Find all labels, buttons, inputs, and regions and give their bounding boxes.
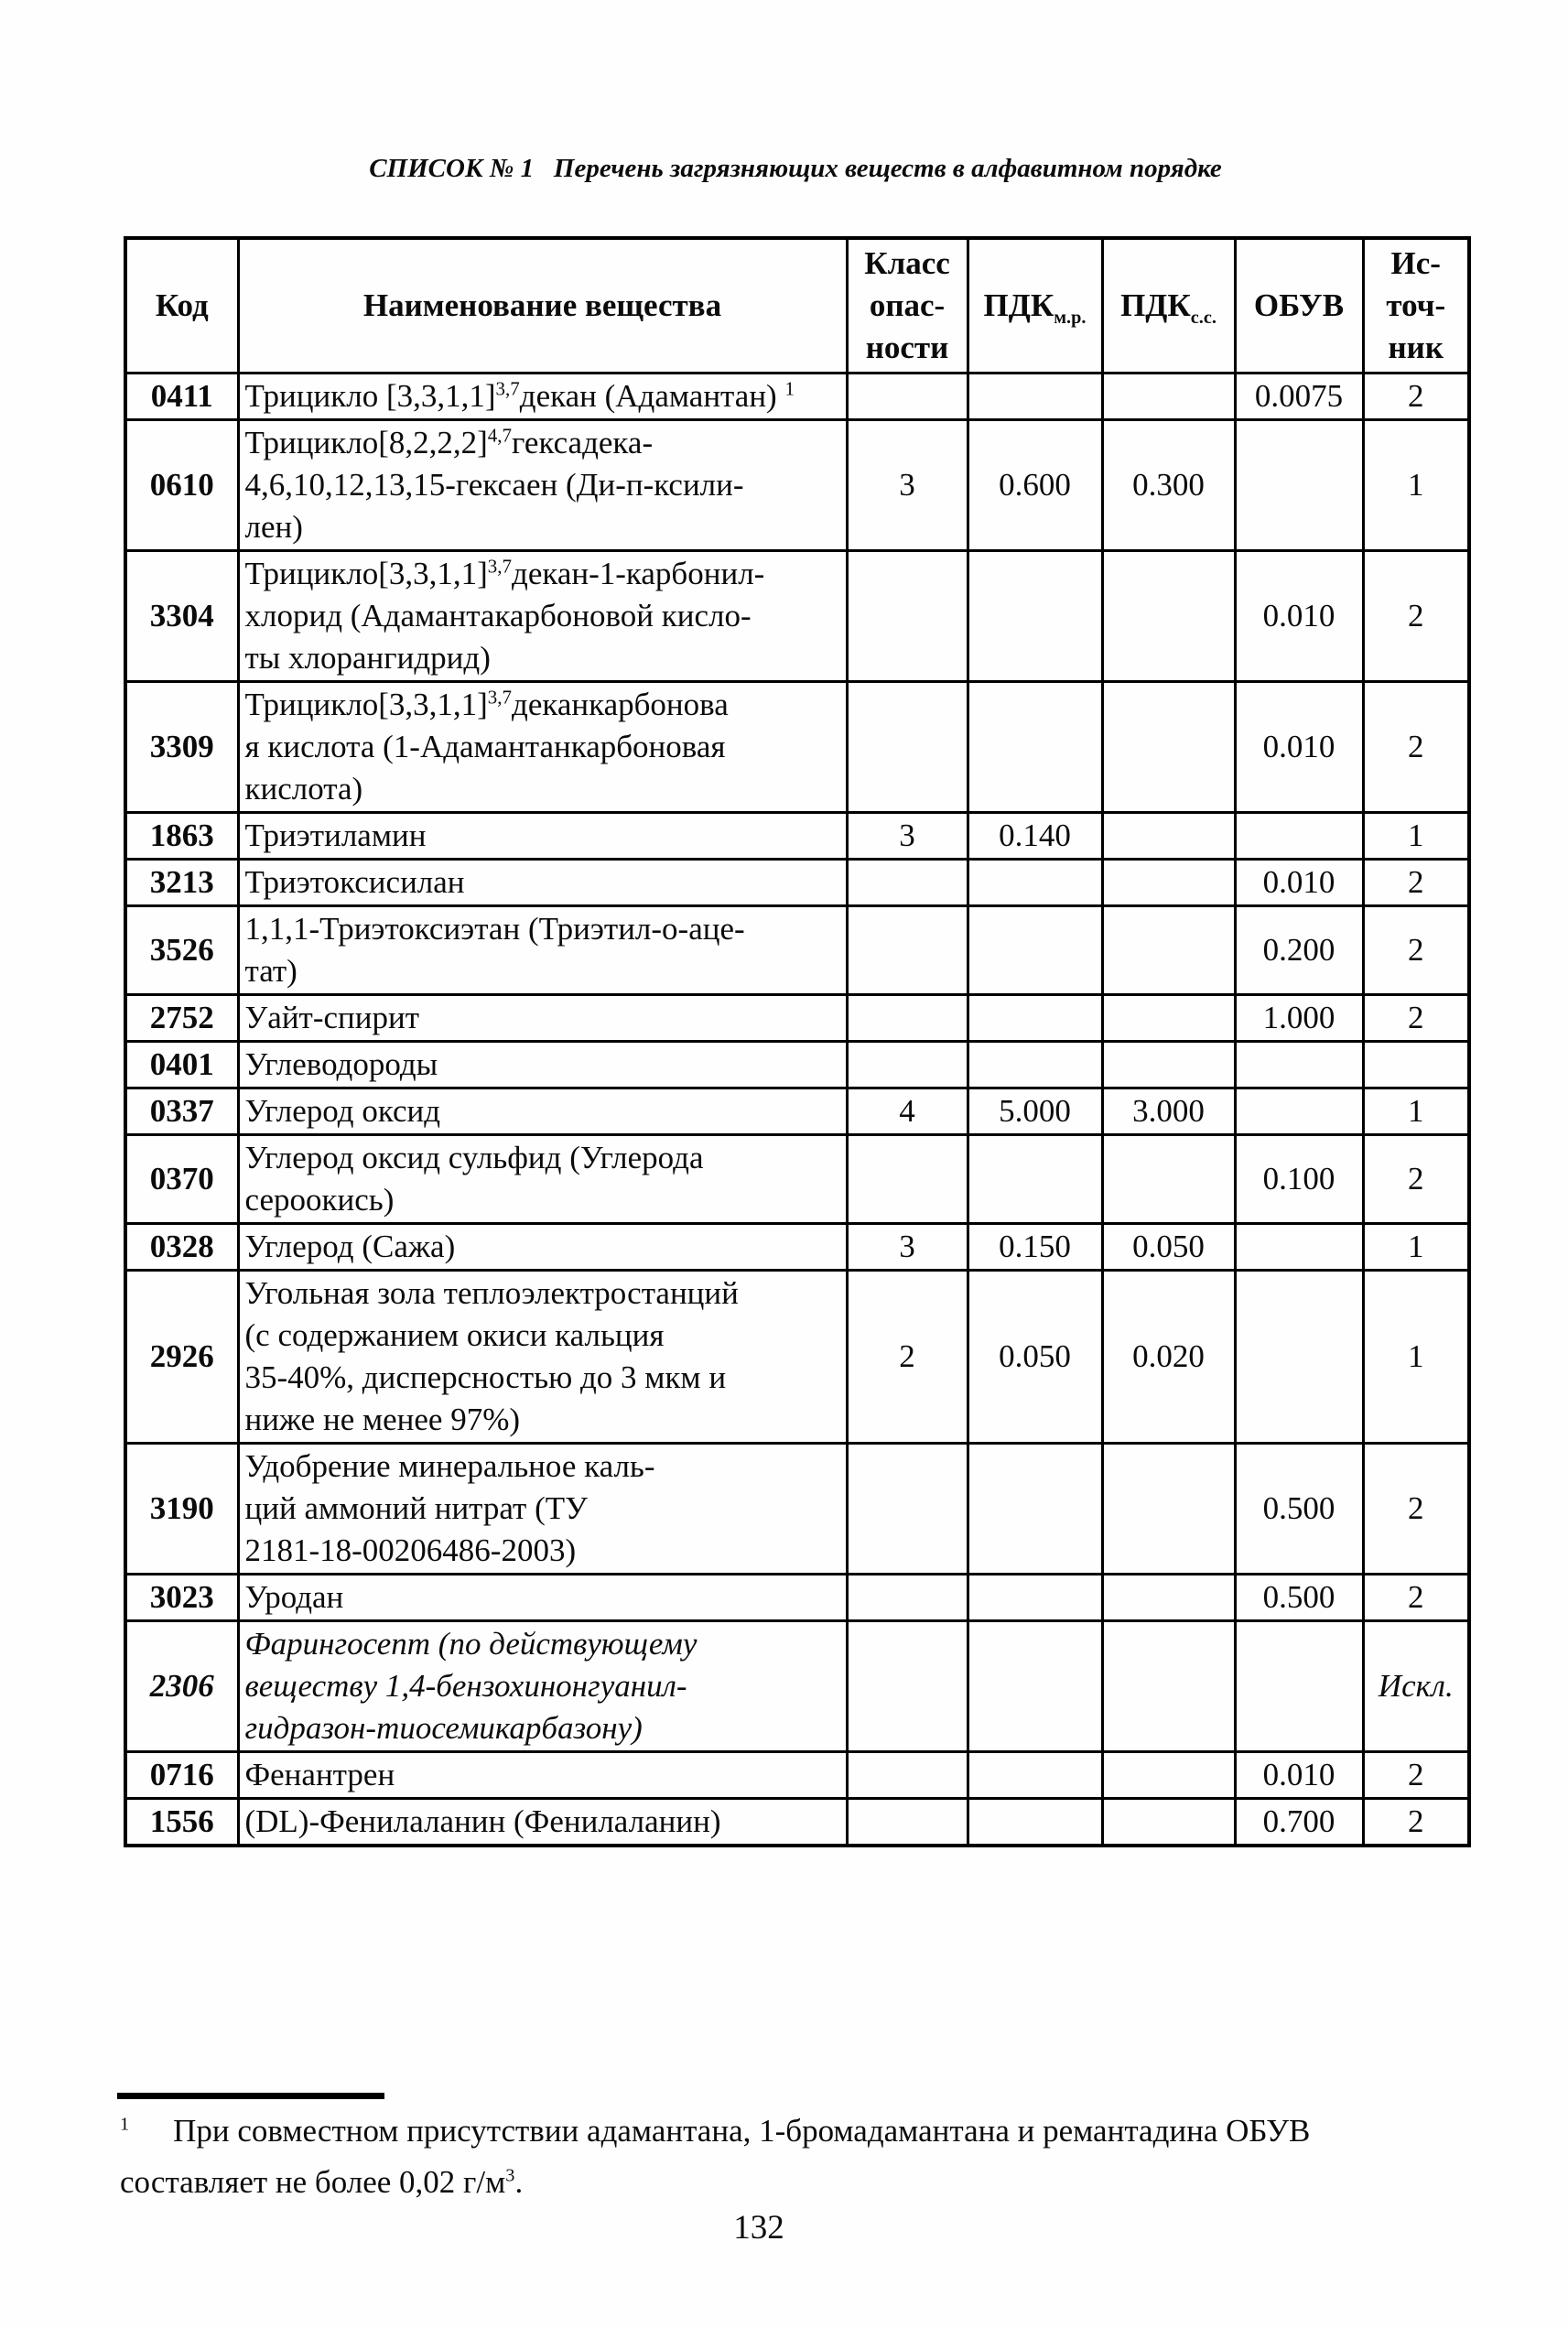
cell-pdk-mr	[968, 995, 1102, 1042]
table-row	[125, 1224, 1469, 1271]
cell-source: 2	[1363, 1135, 1469, 1224]
cell-code: 2306	[125, 1621, 238, 1752]
cell-obuv	[1235, 1224, 1363, 1271]
cell-code: 0411	[125, 374, 238, 420]
cell-pdk-ss: 0.050	[1102, 1224, 1235, 1271]
cell-substance-name: Триэтоксисилан	[238, 860, 847, 906]
cell-obuv: 0.500	[1235, 1444, 1363, 1575]
cell-pdk-ss	[1102, 1621, 1235, 1752]
page-number: 132	[733, 2209, 784, 2247]
cell-source: 2	[1363, 551, 1469, 682]
cell-pdk-mr: 0.140	[968, 813, 1102, 860]
cell-hazard-class	[847, 1752, 968, 1799]
cell-code: 2752	[125, 995, 238, 1042]
cell-code: 3213	[125, 860, 238, 906]
cell-source: 2	[1363, 995, 1469, 1042]
cell-source: 2	[1363, 906, 1469, 995]
cell-pdk-ss	[1102, 1799, 1235, 1846]
cell-pdk-ss	[1102, 1444, 1235, 1575]
cell-source: 1	[1363, 1271, 1469, 1444]
cell-source: 2	[1363, 1752, 1469, 1799]
cell-pdk-mr	[968, 682, 1102, 813]
table-row	[125, 420, 1469, 551]
column-header-pdk-mr: $ПДК_{м.р.}$	[968, 238, 1102, 374]
column-header-code: Код	[125, 238, 238, 374]
cell-hazard-class: 3	[847, 420, 968, 551]
cell-substance-name: Триэтиламин	[238, 813, 847, 860]
cell-code: 3023	[125, 1575, 238, 1621]
cell-hazard-class	[847, 860, 968, 906]
cell-pdk-mr	[968, 1752, 1102, 1799]
footnote-marker: 1	[120, 2114, 130, 2135]
table-row	[125, 995, 1469, 1042]
cell-obuv: 0.0075	[1235, 374, 1363, 420]
table-row	[125, 1271, 1469, 1444]
cell-source	[1363, 1042, 1469, 1088]
cell-hazard-class	[847, 1042, 968, 1088]
cell-pdk-ss	[1102, 682, 1235, 813]
table-row	[125, 551, 1469, 682]
cell-pdk-ss	[1102, 995, 1235, 1042]
cell-source: 1	[1363, 813, 1469, 860]
table-row	[125, 1042, 1469, 1088]
table-header-row	[125, 238, 1469, 374]
cell-obuv: 0.010	[1235, 551, 1363, 682]
cell-pdk-mr: 0.150	[968, 1224, 1102, 1271]
cell-code: 1556	[125, 1799, 238, 1846]
cell-hazard-class: 3	[847, 1224, 968, 1271]
cell-source: 2	[1363, 1799, 1469, 1846]
cell-pdk-ss	[1102, 1752, 1235, 1799]
cell-pdk-ss	[1102, 1575, 1235, 1621]
column-header-obuv: ОБУВ	[1235, 238, 1363, 374]
cell-source: Искл.	[1363, 1621, 1469, 1752]
cell-pdk-mr	[968, 1621, 1102, 1752]
cell-hazard-class	[847, 682, 968, 813]
cell-obuv: 0.100	[1235, 1135, 1363, 1224]
cell-substance-name: Углеводороды	[238, 1042, 847, 1088]
cell-substance-name: Уайт-спирит	[238, 995, 847, 1042]
cell-obuv	[1235, 1088, 1363, 1135]
cell-substance-name: Фарингосепт (по действующему веществу 1,4-бензохинонгуанил- гидразон-тиосемикарбазону)	[238, 1621, 847, 1752]
cell-source: 2	[1363, 1575, 1469, 1621]
cell-obuv: 0.200	[1235, 906, 1363, 995]
cell-pdk-mr	[968, 906, 1102, 995]
cell-source: 2	[1363, 374, 1469, 420]
cell-source: 1	[1363, 1088, 1469, 1135]
footnote-divider	[117, 2093, 384, 2099]
cell-substance-name: $Трицикло[8,2,2,2]^{4,7}гексадека-$ 4,6,10,12,13,15-гексаен (Ди-п-ксили- лен)	[238, 420, 847, 551]
cell-pdk-mr	[968, 1575, 1102, 1621]
cell-pdk-ss: 0.020	[1102, 1271, 1235, 1444]
cell-pdk-mr	[968, 1135, 1102, 1224]
cell-code: 0328	[125, 1224, 238, 1271]
table-row	[125, 1444, 1469, 1575]
table-row	[125, 374, 1469, 420]
cell-obuv	[1235, 1621, 1363, 1752]
column-header-substance-name: Наименование вещества	[238, 238, 847, 374]
table-row	[125, 1088, 1469, 1135]
cell-hazard-class	[847, 1799, 968, 1846]
cell-substance-name: Углерод (Сажа)	[238, 1224, 847, 1271]
cell-substance-name: Удобрение минеральное каль- ций аммоний нитрат (ТУ 2181-18-00206486-2003)	[238, 1444, 847, 1575]
table-row	[125, 813, 1469, 860]
cell-source: 1	[1363, 1224, 1469, 1271]
cell-pdk-mr	[968, 374, 1102, 420]
cell-pdk-ss: 3.000	[1102, 1088, 1235, 1135]
table-row	[125, 1135, 1469, 1224]
cell-hazard-class: 3	[847, 813, 968, 860]
table-body	[125, 374, 1469, 1846]
cell-hazard-class	[847, 995, 968, 1042]
cell-obuv: 0.500	[1235, 1575, 1363, 1621]
cell-code: 0610	[125, 420, 238, 551]
cell-substance-name: Углерод оксид сульфид (Углерода сероокись)	[238, 1135, 847, 1224]
cell-pdk-mr	[968, 1444, 1102, 1575]
table-row	[125, 1575, 1469, 1621]
cell-pdk-mr	[968, 1042, 1102, 1088]
cell-hazard-class	[847, 374, 968, 420]
table-row	[125, 906, 1469, 995]
table-row	[125, 1752, 1469, 1799]
cell-hazard-class	[847, 1621, 968, 1752]
pollutants-table	[124, 236, 1471, 1847]
cell-hazard-class	[847, 1444, 968, 1575]
cell-obuv	[1235, 1042, 1363, 1088]
cell-substance-name: Угольная зола теплоэлектростанций (с содержанием окиси кальция 35-40%, дисперсностью до 3 мкм и ниже не менее 97%)	[238, 1271, 847, 1444]
cell-code: 3304	[125, 551, 238, 682]
cell-pdk-mr: 0.600	[968, 420, 1102, 551]
cell-source: 2	[1363, 860, 1469, 906]
cell-hazard-class	[847, 1575, 968, 1621]
cell-hazard-class	[847, 1135, 968, 1224]
cell-obuv	[1235, 1271, 1363, 1444]
cell-pdk-ss	[1102, 813, 1235, 860]
cell-pdk-mr	[968, 1799, 1102, 1846]
cell-code: 0716	[125, 1752, 238, 1799]
cell-code: 0370	[125, 1135, 238, 1224]
cell-substance-name: Трицикло $[3,3,1,1]^{3,7}декан$ (Адамантан) $^1$	[238, 374, 847, 420]
cell-obuv: 0.700	[1235, 1799, 1363, 1846]
column-header-source: Ис- точ- ник	[1363, 238, 1469, 374]
cell-pdk-mr: 0.050	[968, 1271, 1102, 1444]
cell-code: 0401	[125, 1042, 238, 1088]
cell-substance-name: Углерод оксид	[238, 1088, 847, 1135]
column-header-pdk-ss: $ПДК_{с.с.}$	[1102, 238, 1235, 374]
cell-obuv	[1235, 813, 1363, 860]
cell-obuv	[1235, 420, 1363, 551]
cell-pdk-mr	[968, 551, 1102, 682]
cell-pdk-ss	[1102, 860, 1235, 906]
column-header-hazard-class: Класс опас- ности	[847, 238, 968, 374]
cell-code: 1863	[125, 813, 238, 860]
cell-pdk-ss: 0.300	[1102, 420, 1235, 551]
cell-code: 2926	[125, 1271, 238, 1444]
cell-obuv: 0.010	[1235, 860, 1363, 906]
cell-code: 3190	[125, 1444, 238, 1575]
page-heading: СПИСОК № 1 Перечень загрязняющих веществ в алфавитном порядке	[369, 154, 1222, 183]
cell-source: 2	[1363, 682, 1469, 813]
cell-source: 2	[1363, 1444, 1469, 1575]
cell-pdk-ss	[1102, 906, 1235, 995]
cell-pdk-ss	[1102, 1135, 1235, 1224]
cell-source: 1	[1363, 420, 1469, 551]
cell-hazard-class	[847, 906, 968, 995]
table-row	[125, 682, 1469, 813]
cell-hazard-class: 2	[847, 1271, 968, 1444]
table-row	[125, 1621, 1469, 1752]
cell-pdk-ss	[1102, 551, 1235, 682]
cell-pdk-ss	[1102, 1042, 1235, 1088]
cell-obuv: 0.010	[1235, 1752, 1363, 1799]
cell-obuv: 1.000	[1235, 995, 1363, 1042]
cell-code: 3526	[125, 906, 238, 995]
cell-substance-name: (DL)-Фенилаланин (Фенилаланин)	[238, 1799, 847, 1846]
cell-substance-name: $Трицикло[3,3,1,1]^{3,7}декан-1-карбонил-$ хлорид (Адамантакарбоновой кисло- ты хлорангидрид)	[238, 551, 847, 682]
cell-pdk-mr	[968, 860, 1102, 906]
table-row	[125, 860, 1469, 906]
footnote	[120, 2106, 1465, 2208]
table-row	[125, 1799, 1469, 1846]
footnote-body: При совместном присутствии адамантана, 1-бромадамантана и ремантадина ОБУВ составляет не более 0,02 $г/м^3$.	[120, 2113, 1311, 2200]
cell-substance-name: Фенантрен	[238, 1752, 847, 1799]
cell-hazard-class	[847, 551, 968, 682]
cell-obuv: 0.010	[1235, 682, 1363, 813]
cell-substance-name: Уродан	[238, 1575, 847, 1621]
cell-code: 0337	[125, 1088, 238, 1135]
cell-pdk-mr: 5.000	[968, 1088, 1102, 1135]
cell-substance-name: 1,1,1-Триэтоксиэтан (Триэтил-о-аце- тат)	[238, 906, 847, 995]
cell-substance-name: $Трицикло[3,3,1,1]^{3,7}деканкарбонова$ я кислота (1-Адамантанкарбоновая кислота)	[238, 682, 847, 813]
cell-code: 3309	[125, 682, 238, 813]
cell-hazard-class: 4	[847, 1088, 968, 1135]
cell-pdk-ss	[1102, 374, 1235, 420]
